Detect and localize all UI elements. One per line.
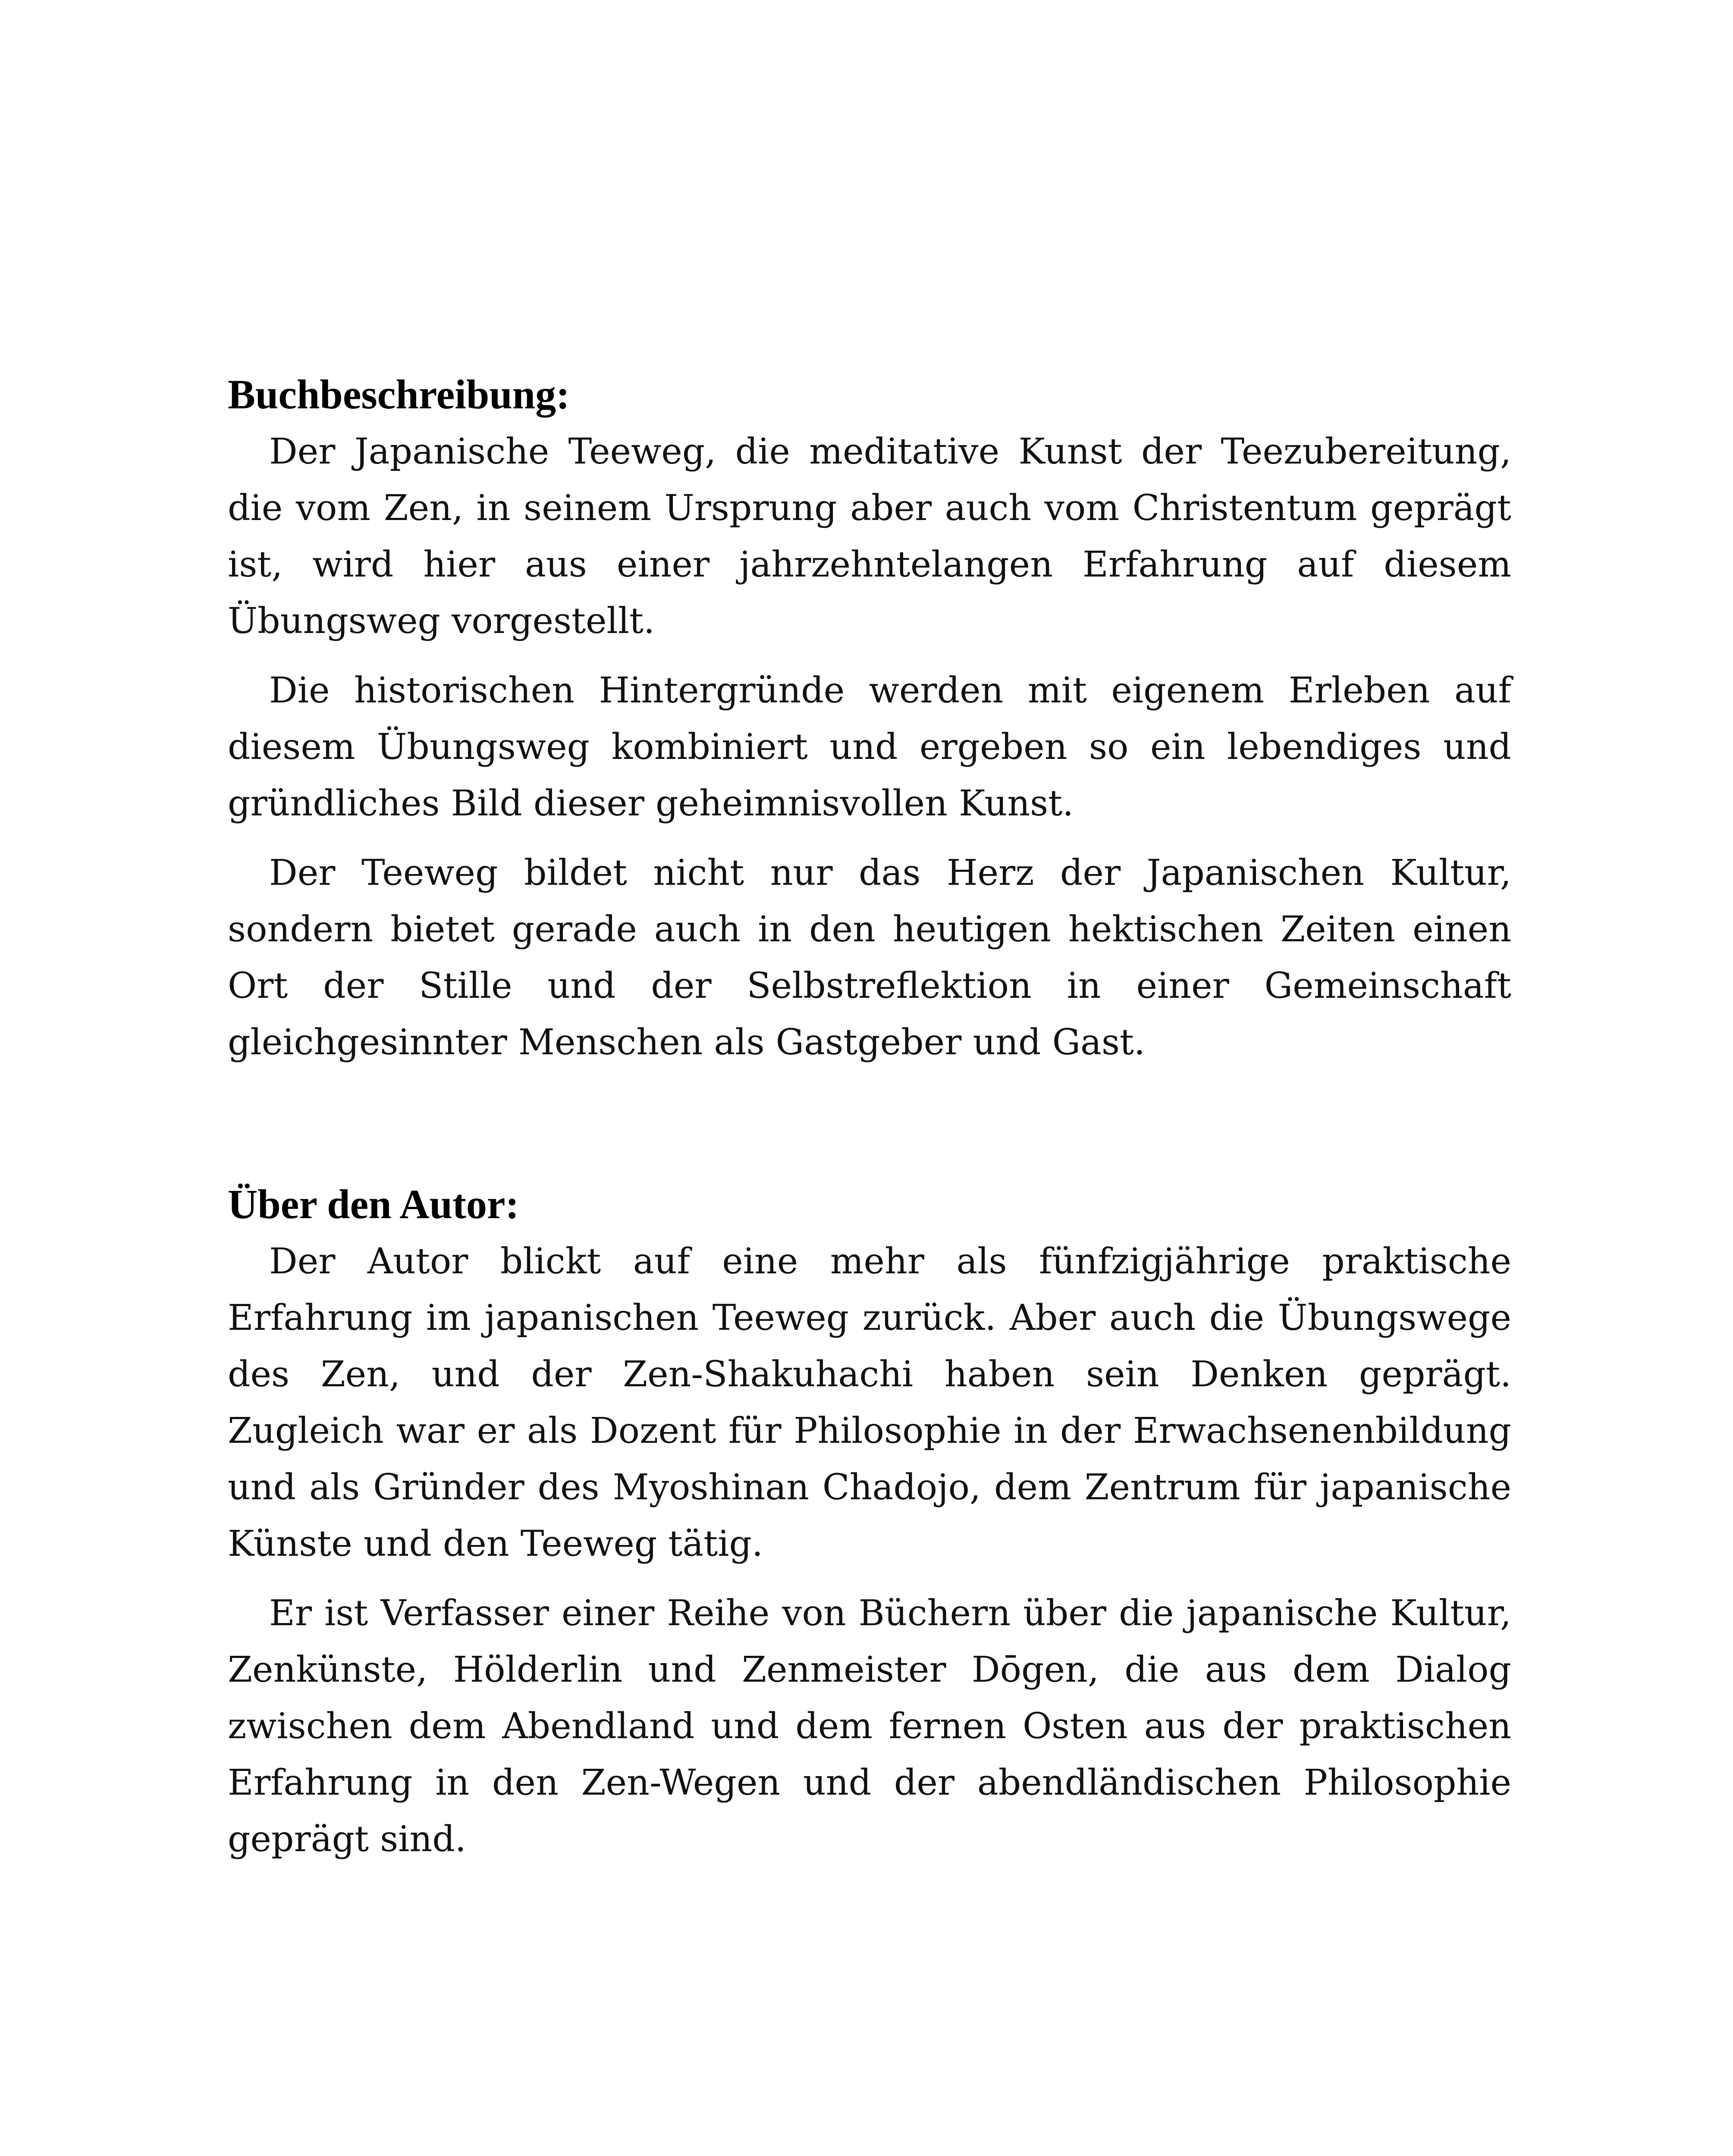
- about-author-section: [228, 1176, 1511, 1868]
- description-paragraph: Der Teeweg bildet nicht nur das Herz der Japanischen Kultur, sondern bietet gerade auch in den heutigen hektischen Zeiten einen Ort der Stille und der Selbstreflektion in einer Gemeinschaft gleichgesinnter Menschen als Gastgeber und Gast.: [228, 852, 1511, 1063]
- book-description-section: [228, 367, 1511, 1071]
- author-paragraph: Er ist Verfasser einer Reihe von Büchern über die japanische Kultur, Zenkünste, Hölderlin und Zenmeister Dōgen, die aus dem Dialog zwischen dem Abendland und dem fernen Osten aus der praktischen Erfahrung in den Zen-Wegen und der abendländischen Philosophie geprägt sind.: [228, 1593, 1511, 1860]
- about-author-heading: Über den Autor:: [228, 1181, 519, 1227]
- book-description-heading: Buchbeschreibung:: [228, 371, 570, 417]
- description-paragraph: Die historischen Hintergründe werden mit eigenem Erleben auf diesem Übungsweg kombiniert und ergeben so ein lebendiges und gründliches Bild dieser geheimnisvollen Kunst.: [228, 670, 1511, 824]
- description-paragraph: Der Japanische Teeweg, die meditative Kunst der Teezubereitung, die vom Zen, in seinem Ursprung aber auch vom Christentum geprägt ist, wird hier aus einer jahrzehntelangen Erfahrung auf diesem Übungsweg vorgestellt.: [228, 431, 1511, 642]
- author-paragraph: Der Autor blickt auf eine mehr als fünfzigjährige praktische Erfahrung im japanischen Teeweg zurück. Aber auch die Übungswege des Zen, und der Zen-Shakuhachi haben sein Denken geprägt. Zugleich war er als Dozent für Philosophie in der Erwachsenenbildung und als Gründer des Myoshinan Chadojo, dem Zentrum für japanische Künste und den Teeweg tätig.: [228, 1241, 1511, 1564]
